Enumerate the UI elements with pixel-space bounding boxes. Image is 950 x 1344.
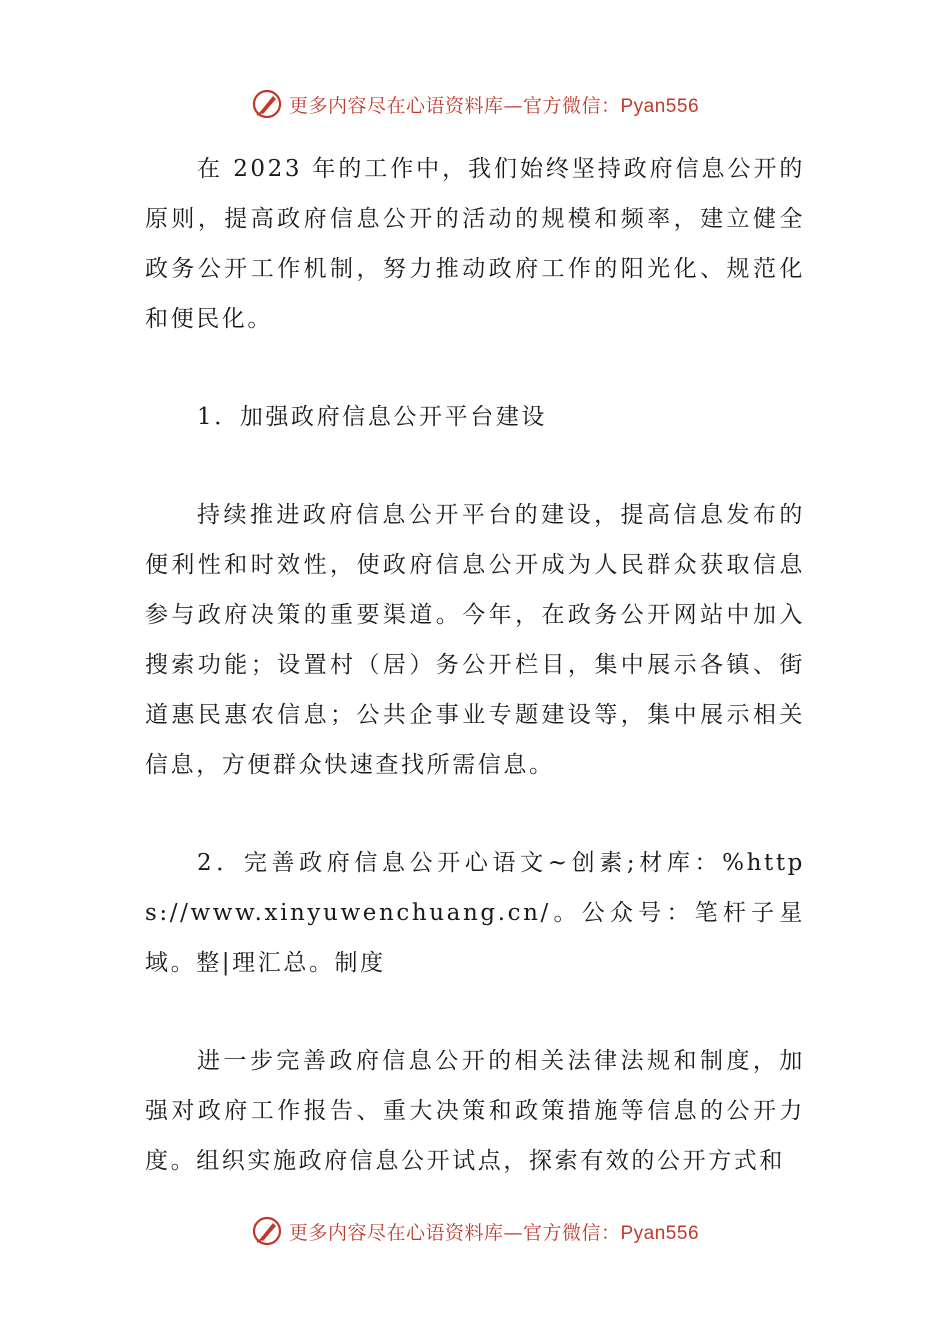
- footer-banner-label: 更多内容尽在心语资料库—官方微信：: [288, 1221, 621, 1244]
- paragraph-platform: 持续推进政府信息公开平台的建设，提高信息发布的便利性和时效性，使政府信息公开成为人民群众获取信息参与政府决策的重要渠道。今年，在政务公开网站中加入搜索功能；设置村（居）务公开栏目，集中展示各镇、街道惠民惠农信息；公共企事业专题建设等，集中展示相关信息，方便群众快速查找所需信息。: [145, 502, 805, 778]
- footer-wechat-id: Pyan556: [620, 1222, 700, 1244]
- footer-banner: [0, 1211, 950, 1251]
- quill-logo-icon: [251, 1215, 283, 1247]
- header-banner-label: 更多内容尽在心语资料库—官方微信：: [288, 94, 621, 117]
- section-heading-2: 2．完善政府信息公开心语文~创素;材库：%https://www.xinyuwenchuang.cn/。公众号：笔杆子星域。整|理汇总。制度: [145, 850, 805, 976]
- quill-logo-icon: [251, 88, 283, 120]
- paragraph-intro: 在 2023 年的工作中，我们始终坚持政府信息公开的原则，提高政府信息公开的活动的规模和频率，建立健全政务公开工作机制，努力推动政府工作的阳光化、规范化和便民化。: [145, 156, 805, 332]
- header-banner: [0, 84, 950, 124]
- footer-banner-text: [289, 1218, 699, 1245]
- paragraph-regulations: 进一步完善政府信息公开的相关法律法规和制度，加强对政府工作报告、重大决策和政策措施等信息的公开力度。组织实施政府信息公开试点，探索有效的公开方式和: [145, 1048, 805, 1174]
- header-banner-text: [289, 91, 699, 118]
- document-body: [145, 144, 805, 1186]
- section-heading-1: 1．加强政府信息公开平台建设: [197, 404, 548, 430]
- header-wechat-id: Pyan556: [620, 95, 700, 117]
